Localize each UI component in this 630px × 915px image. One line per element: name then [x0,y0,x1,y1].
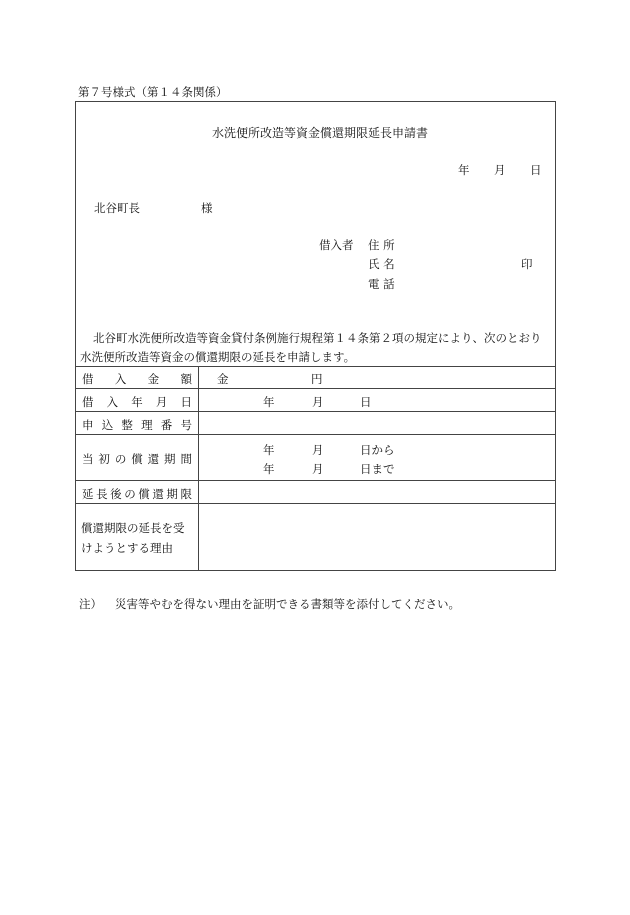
loan-date-day: 日 [360,395,372,409]
seal-mark: 印 [521,257,533,271]
period-from-day: 日から [360,443,395,457]
period-to-year: 年 [263,462,275,476]
row-divider [75,503,556,504]
date-day: 日 [530,163,542,177]
period-to-day: 日まで [360,462,395,476]
reason-label-line2: けようとする理由 [81,541,173,555]
loan-date-year: 年 [263,395,275,409]
period-from-year: 年 [263,443,275,457]
applicant-name-label: 氏 名 [368,257,395,271]
row-divider [75,411,556,412]
loan-amount-prefix: 金 [217,372,229,386]
loan-date-label: 借 入 年 月 日 [82,395,192,409]
note-marker: 注） [79,597,102,611]
loan-amount-label: 借 入 金 額 [82,372,192,386]
row-divider [75,388,556,389]
applicant-role: 借入者 [319,238,354,252]
applicant-phone-label: 電 話 [368,277,395,291]
form-title: 水洗便所改造等資金償還期限延長申請書 [212,126,429,140]
date-year: 年 [458,163,470,177]
addressee-honorific: 様 [201,201,213,215]
applicant-address-label: 住 所 [368,238,395,252]
form-number: 第７号様式（第１４条関係） [78,85,228,99]
period-from-month: 月 [312,443,324,457]
note-text: 災害等やむを得ない理由を証明できる書類等を添付してください。 [115,597,460,611]
body-text-line2: 水洗便所改造等資金の償還期限の延長を申請します。 [80,350,356,364]
date-month: 月 [494,163,506,177]
reason-label-line1: 償還期限の延長を受 [81,521,185,535]
row-divider [75,480,556,481]
application-number-label: 申 込 整 理 番 号 [82,418,192,432]
extended-period-label: 延 長 後 の 償 還 期 限 [82,487,192,501]
loan-date-month: 月 [312,395,324,409]
period-to-month: 月 [312,462,324,476]
body-text-line1: 北谷町水洗便所改造等資金貸付条例施行規程第１４条第２項の規定により、次のとおり [93,331,542,345]
table-top-border [75,366,556,367]
row-divider [75,434,556,435]
addressee-name: 北谷町長 [94,201,140,215]
original-period-label: 当 初 の 償 還 期 間 [82,452,192,466]
loan-amount-unit: 円 [311,372,323,386]
column-divider [198,366,199,571]
